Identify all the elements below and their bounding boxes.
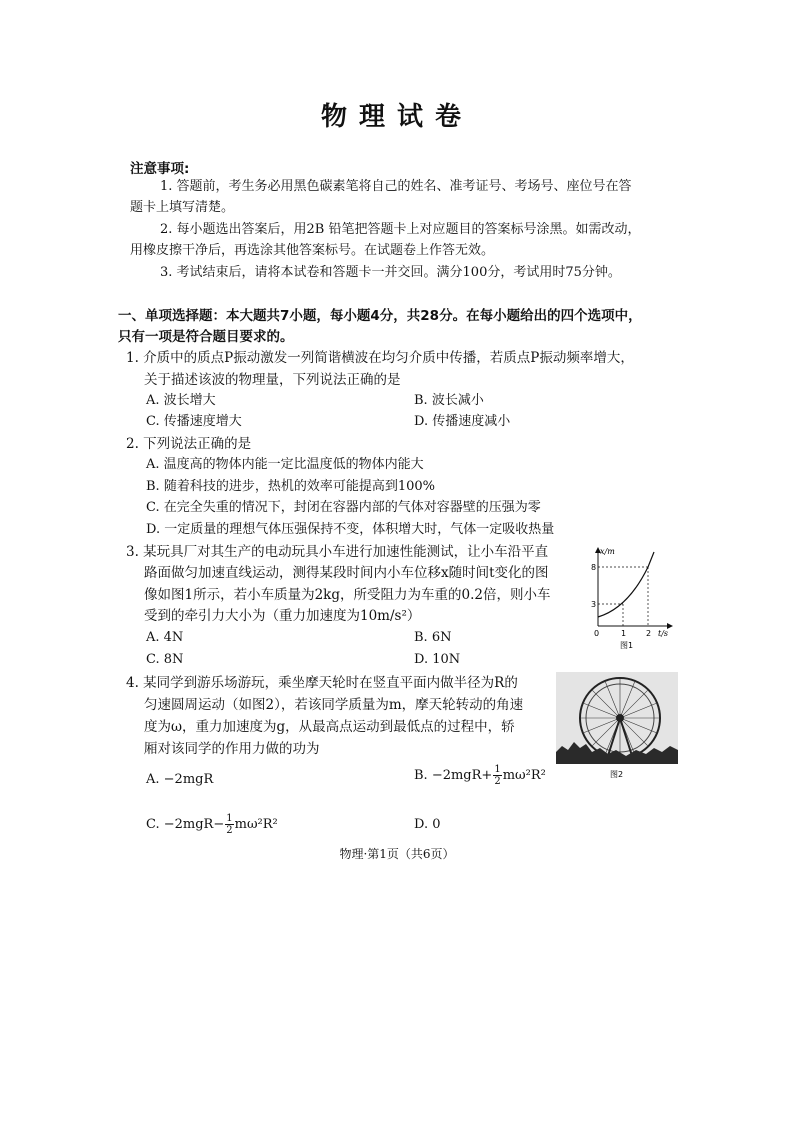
page-title: 物理试卷 [320,102,473,132]
y-axis-label: x/m [600,547,615,556]
q1-option-a: A. 波长增大 [146,393,216,408]
figure-1-caption: 图1 [620,641,634,650]
q3-stem-line-4: 受到的牵引力大小为（重力加速度为10m/s²） [144,608,421,624]
frac-denominator: 2 [226,825,233,836]
q4-option-b-suffix: mω²R² [502,768,546,783]
notice-line-3: 2. 每小题选出答案后，用2B 铅笔把答题卡上对应题目的答案标号涂黑。如需改动， [160,222,641,237]
q3-option-d: D. 10N [414,652,461,667]
frac-denominator: 2 [494,776,501,787]
q3-option-c: C. 8N [146,652,184,667]
q1-option-b: B. 波长减小 [414,393,484,408]
section-heading-line-2: 只有一项是符合题目要求的。 [118,329,294,345]
q2-option-a: A. 温度高的物体内能一定比温度低的物体内能大 [146,457,424,472]
q2-option-b: B. 随着科技的进步，热机的效率可能提高到100% [146,479,435,494]
x-tick-1: 1 [621,629,627,638]
frac-numerator: 1 [494,764,501,775]
page-footer: 物理·第1页（共6页） [339,847,455,861]
q3-stem-line-3: 像如图1所示，若小车质量为2kg，所受阻力为车重的0.2倍，则小车 [144,587,551,603]
q4-option-c-suffix: mω²R² [234,817,278,832]
q4-option-c [146,812,278,838]
section-heading-line-1: 一、单项选择题：本大题共7小题，每小题4分，共28分。在每小题给出的四个选项中， [118,308,642,324]
q1-stem-line-2: 关于描述该波的物理量，下列说法正确的是 [144,372,401,388]
x-tick-0: 0 [594,629,600,638]
q4-option-b-prefix: B. −2mgR+ [414,768,493,783]
q4-stem-line-4: 厢对该同学的作用力做的功为 [144,741,320,757]
q3-option-a: A. 4N [146,630,184,645]
notice-line-2: 题卡上填写清楚。 [130,200,235,215]
q4-option-c-prefix: C. −2mgR− [146,817,225,832]
figure-2-caption: 图2 [610,770,624,779]
frac-numerator: 1 [226,813,233,824]
q1-option-c: C. 传播速度增大 [146,414,242,429]
q4-stem-line-3: 度为ω，重力加速度为g，从最高点运动到最低点的过程中，轿 [144,719,515,735]
notice-line-1: 1. 答题前，考生务必用黑色碳素笔将自己的姓名、准考证号、考场号、座位号在答 [160,179,632,194]
xt-curve [598,552,654,617]
y-tick-8: 8 [591,563,597,572]
y-tick-3: 3 [591,600,597,609]
q4-option-b-fraction [493,764,501,787]
notice-line-5: 3. 考试结束后，请将本试卷和答题卡一并交回。满分100分，考试用时75分钟。 [160,265,621,280]
x-tick-2: 2 [646,629,652,638]
q3-stem-line-2: 路面做匀加速直线运动，测得某段时间内小车位移x随时间t变化的图 [144,565,549,581]
q2-option-c: C. 在完全失重的情况下，封闭在容器内部的气体对容器壁的压强为零 [146,500,541,515]
q4-option-d: D. 0 [414,817,441,832]
q1-option-d: D. 传播速度减小 [414,414,511,429]
q4-stem-line-2: 匀速圆周运动（如图2），若该同学质量为m，摩天轮转动的角速 [144,697,524,713]
figure-2-ferris-wheel [556,672,678,782]
q3-stem-line-1: 3. 某玩具厂对其生产的电动玩具小车进行加速性能测试，让小车沿平直 [126,544,549,560]
q4-option-a: A. −2mgR [146,772,214,787]
q2-stem: 2. 下列说法正确的是 [126,436,252,452]
figure-1-xt-graph [588,544,678,654]
x-axis-label: t/s [658,629,669,638]
notice-heading: 注意事项: [130,161,190,177]
q3-option-b: B. 6N [414,630,452,645]
q1-stem-line-1: 1. 介质中的质点P振动激发一列简谐横波在均匀介质中传播，若质点P振动频率增大， [126,350,634,366]
notice-line-4: 用橡皮擦干净后，再选涂其他答案标号。在试题卷上作答无效。 [130,243,495,258]
q2-option-d: D. 一定质量的理想气体压强保持不变，体积增大时，气体一定吸收热量 [146,522,555,537]
q4-option-c-fraction [225,813,233,836]
q4-stem-line-1: 4. 某同学到游乐场游玩，乘坐摩天轮时在竖直平面内做半径为R的 [126,675,518,691]
q4-option-b [414,763,546,789]
